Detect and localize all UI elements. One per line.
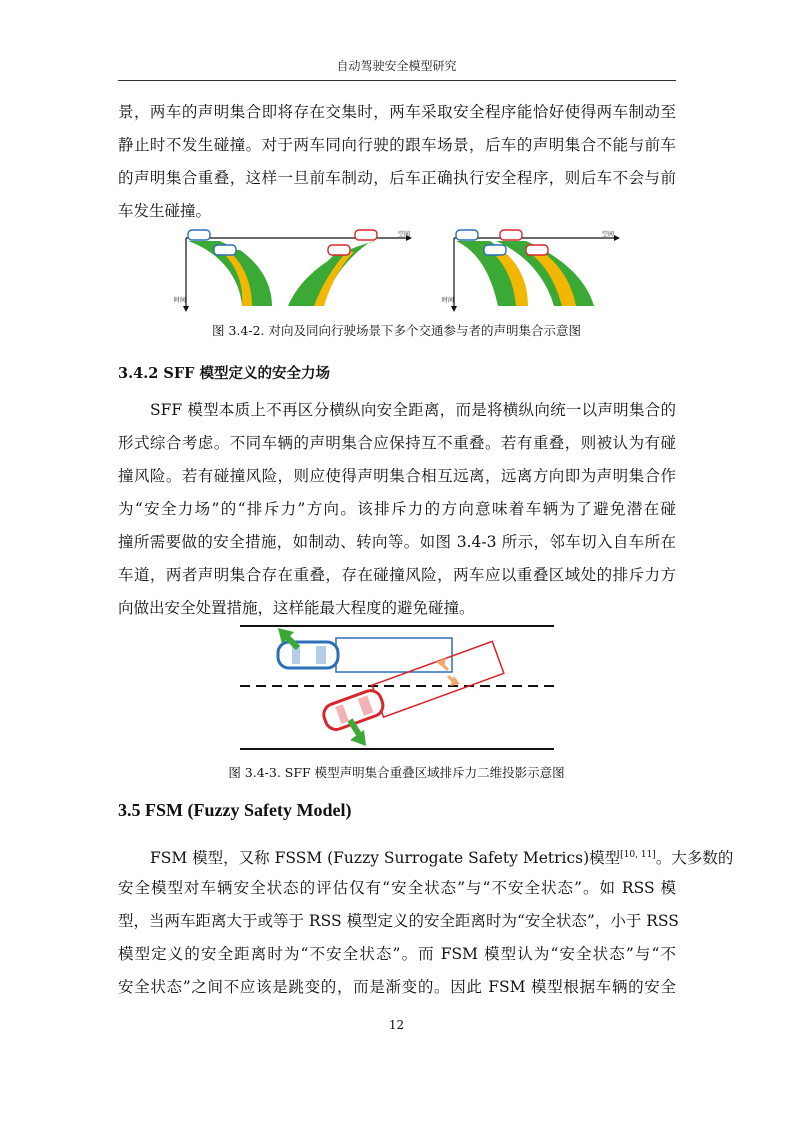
panel-opposite-direction [174, 230, 412, 312]
axis-label-time: 时间 [442, 297, 455, 304]
citation: [10, 11] [620, 850, 656, 860]
figure-3-4-2-graphic [174, 228, 620, 312]
text-line: 撞风险。若有碰撞风险，则应使得声明集合相互远离，远离方向即为声明集合作 [118, 467, 676, 485]
text-line: 的声明集合重叠，这样一旦前车制动，后车正确执行安全程序，则后车不会与前 [118, 169, 676, 187]
text-line: 车发生碰撞。 [118, 202, 212, 220]
text-line: 为“安全力场”的“排斥力”方向。该排斥力的方向意味着车辆为了避免潜在碰 [118, 500, 676, 518]
text-line [150, 844, 734, 869]
header-rule [118, 80, 676, 81]
figure-3-4-3-caption: 图 3.4-3. SFF 模型声明集合重叠区域排斥力二维投影示意图 [228, 765, 565, 780]
text-line: 安全状态”之间不应该是跳变的，而是渐变的。因此 FSM 模型根据车辆的安全 [118, 978, 676, 996]
text-line: 型，当两车距离大于或等于 RSS 模型定义的安全距离时为“安全状态”，小于 RSS [118, 912, 679, 930]
figure-3-4-2 [174, 228, 620, 312]
axis-label-space: 空间 [398, 231, 411, 238]
figure-3-4-2-caption: 图 3.4-2. 对向及同向行驶场景下多个交通参与者的声明集合示意图 [212, 323, 581, 338]
fsm-first-text: FSM 模型，又称 FSSM (Fuzzy Surrogate Safety Metrics)模型 [150, 849, 621, 868]
blue-claimed-set [336, 638, 452, 672]
section-heading-3-5: 3.5 FSM (Fuzzy Safety Model) [118, 800, 352, 820]
text-line: 安全模型对车辆安全状态的评估仅有“安全状态”与“不安全状态”。如 RSS 模 [118, 879, 676, 897]
text-line: 车道，两者声明集合存在重叠，存在碰撞风险，两车应以重叠区域处的排斥力方 [118, 566, 676, 584]
cut-in-car-red [319, 641, 504, 736]
panel-same-direction [442, 230, 620, 312]
axis-label-space: 空间 [602, 231, 615, 238]
page-number: 12 [388, 1018, 405, 1032]
axis-label-time: 时间 [174, 297, 187, 304]
ego-car-blue [278, 638, 452, 672]
figure-3-4-3-graphic [236, 622, 558, 756]
text-line: 撞所需要做的安全措施，如制动、转向等。如图 3.4-3 所示，邻车切入自车所在 [118, 533, 676, 551]
text-line: 静止时不发生碰撞。对于两车同向行驶的跟车场景，后车的声明集合不能与前车 [118, 136, 676, 154]
figure-3-4-3 [236, 622, 558, 756]
red-claimed-set [372, 641, 504, 717]
repulsion-arrow-red [350, 720, 366, 746]
text-line: 向做出安全处置措施，这样能最大程度的避免碰撞。 [118, 599, 475, 617]
text-line: 景，两车的声明集合即将存在交集时，两车采取安全程序能恰好使得两车制动至 [118, 103, 676, 121]
text-line: 模型定义的安全距离时为“不安全状态”。而 FSM 模型认为“安全状态”与“不 [118, 945, 676, 963]
section-heading-3-4-2: 3.4.2 SFF 模型定义的安全力场 [118, 365, 331, 382]
text-line: SFF 模型本质上不再区分横纵向安全距离，而是将横纵向统一以声明集合的 [150, 401, 676, 419]
fsm-first-tail: 。大多数的 [655, 849, 734, 868]
text-line: 形式综合考虑。不同车辆的声明集合应保持互不重叠。若有重叠，则被认为有碰 [118, 434, 676, 452]
header-title: 自动驾驶安全模型研究 [336, 59, 457, 73]
